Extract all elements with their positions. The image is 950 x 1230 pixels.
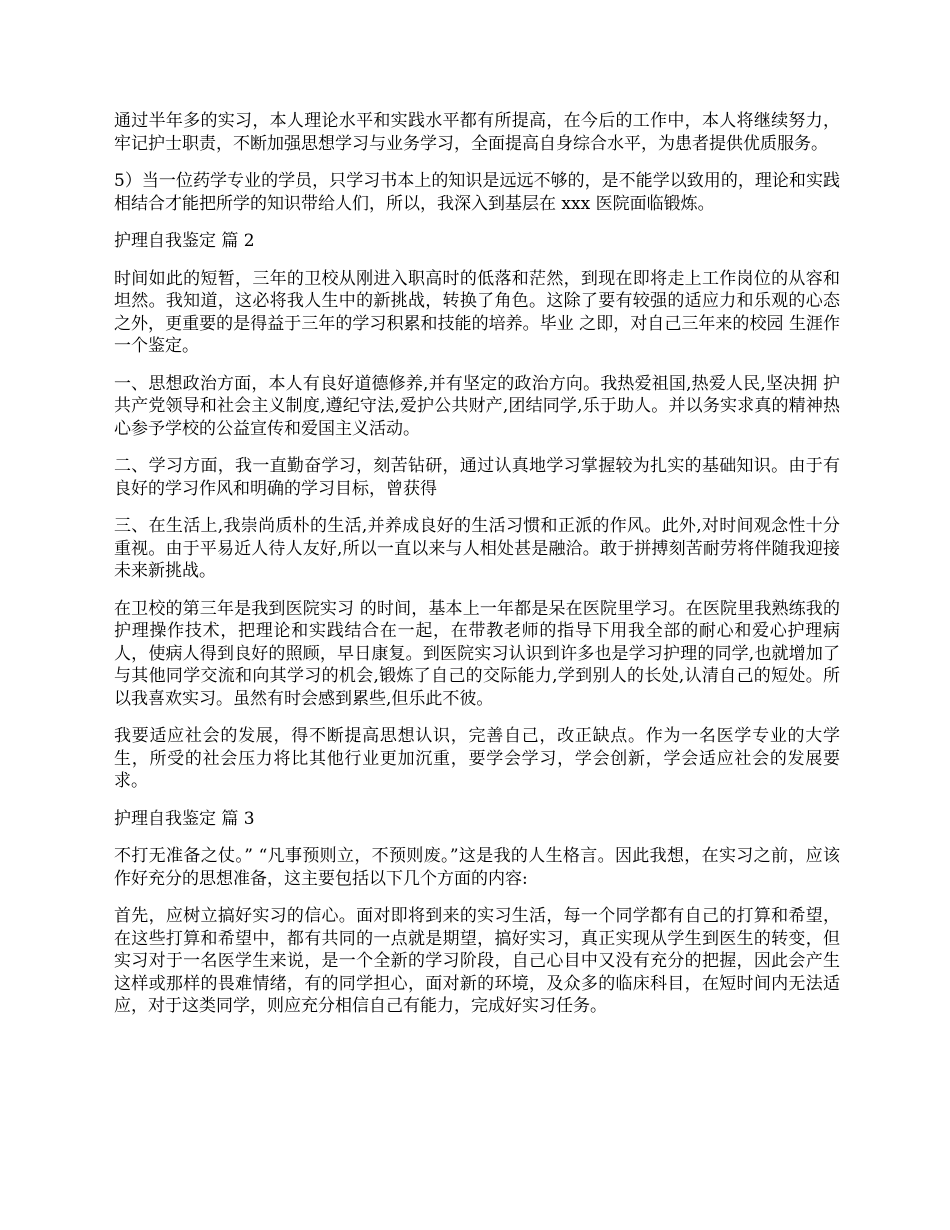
paragraph-confidence: 首先，应树立搞好实习的信心。面对即将到来的实习生活，每一个同学都有自己的打算和希望，在这些打算和希望中，都有共同的一点就是期望，搞好实习，真正实现从学生到医生的转变，但实习对于一名医学生来说，是一个全新的学习阶段，自己心目中又没有充分的把握，因此会产生这样或那样的畏难情绪，有的同学担心，面对新的环境，及众多的临床科目，在短时间内无法适应，对于这类同学，则应充分相信自己有能力，完成好实习任务。	[114, 906, 840, 1016]
paragraph-hospital-internship: 在卫校的第三年是我到医院实习 的时间，基本上一年都是呆在医院里学习。在医院里我熟练我的护理操作技术，把理论和实践结合在一起，在带教老师的指导下用我全部的耐心和爱心护理病人，使病人得到良好的照顾，早日康复。到医院实习认识到许多也是学习护理的同学,也就增加了与其他同学交流和向其学习的机会,锻炼了自己的交际能力,学到别人的长处,认清自己的短处。所以我喜欢实习。虽然有时会感到累些,但乐此不彼。	[114, 598, 840, 709]
paragraph-preparation: 不打无准备之仗。” “凡事预则立，不预则废。”这是我的人生格言。因此我想，在实习之前，应该作好充分的思想准备，这主要包括以下几个方面的内容:	[114, 846, 840, 889]
section-heading-2: 护理自我鉴定 篇 2	[114, 231, 255, 251]
paragraph-internship-summary: 通过半年多的实习，本人理论水平和实践水平都有所提高，在今后的工作中，本人将继续努力，牢记护士职责，不断加强思想学习与业务学习，全面提高自身综合水平，为患者提供优质服务。	[114, 111, 840, 154]
paragraph-political-thought: 一、思想政治方面，本人有良好道德修养,并有坚定的政治方向。我热爱祖国,热爱人民,坚决拥 护共产党领导和社会主义制度,遵纪守法,爱护公共财产,团结同学,乐于助人。并以务实求真的精神热心参予学校的公益宣传和爱国主义活动。	[114, 373, 840, 439]
paragraph-life: 三、在生活上,我崇尚质朴的生活,并养成良好的生活习惯和正派的作风。此外,对时间观念性十分重视。由于平易近人待人友好,所以一直以来与人相处甚是融洽。敢于拼搏刻苦耐劳将伴随我迎接未来新挑战。	[114, 516, 840, 581]
document-page	[114, 110, 840, 1033]
paragraph-social-development: 我要适应社会的发展，得不断提高思想认识，完善自己，改正缺点。作为一名医学专业的大学生，所受的社会压力将比其他行业更加沉重，要学会学习，学会创新，学会适应社会的发展要求。	[114, 726, 840, 791]
section-heading-3: 护理自我鉴定 篇 3	[114, 808, 255, 829]
paragraph-study: 二、学习方面，我一直勤奋学习，刻苦钻研，通过认真地学习掌握较为扎实的基础知识。由于有良好的学习作风和明确的学习目标，曾获得	[114, 456, 840, 499]
paragraph-pharmacy-student: 5）当一位药学专业的学员，只学习书本上的知识是远远不够的，是不能学以致用的，理论和实践相结合才能把所学的知识带给人们，所以，我深入到基层在 xxx 医院面临锻炼。	[114, 171, 840, 214]
paragraph-time-short: 时间如此的短暂，三年的卫校从刚进入职高时的低落和茫然，到现在即将走上工作岗位的从容和坦然。我知道，这必将我人生中的新挑战，转换了角色。这除了要有较强的适应力和乐观的心态之外，更重要的是得益于三年的学习积累和技能的培养。毕业 之即，对自己三年来的校园 生涯作一个鉴定。	[114, 268, 840, 356]
